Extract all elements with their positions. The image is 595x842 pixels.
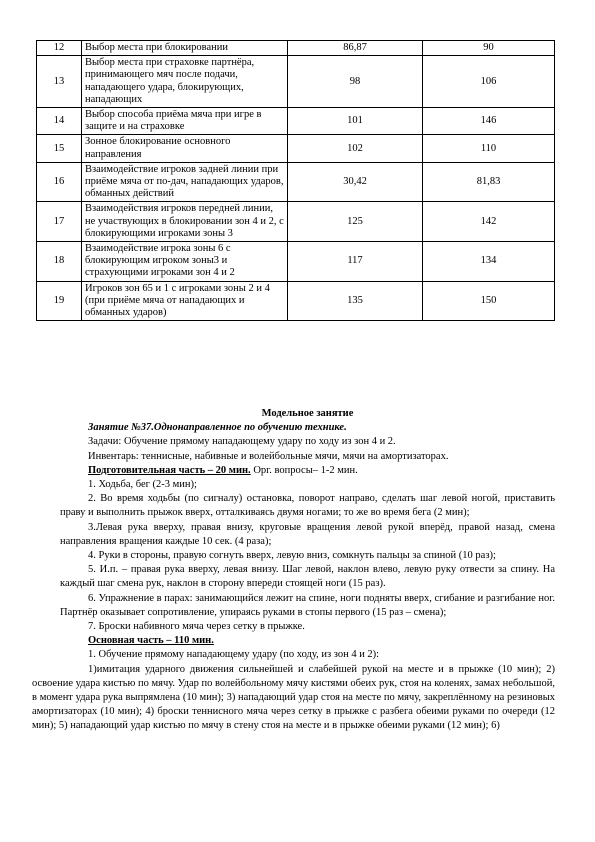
table-row — [37, 281, 555, 321]
prep-item-6: 6. Упражнение в парах: занимающийся лежит на спине, ноги подняты вверх, сгибание и разгибание ног. Партнёр оказывает сопротивление, упираясь руками в стопы первого (15 раз – смена); — [60, 592, 555, 618]
row-value-1: 86,87 — [288, 41, 423, 56]
prep-item-5: 5. И.п. – правая рука вверху, левая внизу. Шаг левой, наклон влево, левую руку отвести за спину. На каждый шаг смена рук, наклон в сторону впереди стоящей ноги (15 раз). — [60, 564, 555, 590]
row-value-1: 135 — [288, 281, 423, 321]
table-body — [37, 41, 555, 321]
table-row — [37, 162, 555, 202]
row-value-1: 101 — [288, 108, 423, 135]
row-number: 19 — [37, 281, 82, 321]
prep-part — [60, 464, 555, 478]
main-part-title: Основная часть – 110 мин. — [88, 635, 214, 647]
row-value-1: 117 — [288, 242, 423, 282]
table-row — [37, 41, 555, 56]
lesson-task: Задачи: Обучение прямому нападающему удару по ходу из зон 4 и 2. — [88, 436, 396, 448]
row-number: 13 — [37, 56, 82, 108]
techniques-table — [36, 40, 555, 321]
row-name: Выбор места при страховке партнёра, принимающего мяч после подачи, нападающего удара, блокирующих, нападающих — [82, 56, 288, 108]
table-row — [37, 56, 555, 108]
prep-item-4: 4. Руки в стороны, правую согнуть вверх, левую вниз, сомкнуть пальцы за спиной (10 раз); — [88, 550, 496, 562]
row-name: Взаимодействия игроков передней линии, не участвующих в блокировании зон 4 и 2, с блокирующими игроками зоны 3 — [82, 202, 288, 242]
prep-item-1: 1. Ходьба, бег (2-3 мин); — [88, 479, 197, 491]
row-number: 18 — [37, 242, 82, 282]
row-value-2: 90 — [423, 41, 555, 56]
row-value-2: 150 — [423, 281, 555, 321]
row-value-2: 110 — [423, 135, 555, 162]
prep-item-7: 7. Броски набивного мяча через сетку в прыжке. — [88, 621, 305, 633]
row-number: 16 — [37, 162, 82, 202]
main-part — [60, 634, 555, 648]
row-value-1: 30,42 — [288, 162, 423, 202]
table-row — [37, 135, 555, 162]
row-value-1: 125 — [288, 202, 423, 242]
table-row — [37, 202, 555, 242]
row-name: Зонное блокирование основного направления — [82, 135, 288, 162]
row-number: 17 — [37, 202, 82, 242]
prep-part-rest: Орг. вопросы– 1-2 мин. — [250, 464, 358, 476]
lesson-inventory: Инвентарь: теннисные, набивные и волейбольные мячи, мячи на амортизаторах. — [88, 450, 449, 462]
row-value-2: 81,83 — [423, 162, 555, 202]
table-row — [37, 242, 555, 282]
row-number: 12 — [37, 41, 82, 56]
row-value-1: 98 — [288, 56, 423, 108]
row-value-2: 142 — [423, 202, 555, 242]
main-item-1: 1. Обучение прямому нападающему удару (по ходу, из зон 4 и 2): — [88, 649, 380, 661]
row-number: 14 — [37, 108, 82, 135]
prep-item-2: 2. Во время ходьбы (по сигналу) остановка, поворот направо, сделать шаг левой ногой, приставить праву и выполнить прыжок вверх, отталкиваясь двумя ногами; то же во время бега (2 мин); — [60, 493, 555, 519]
row-number: 15 — [37, 135, 82, 162]
row-value-2: 106 — [423, 56, 555, 108]
lesson-text — [32, 407, 556, 734]
prep-item-3: 3.Левая рука вверху, правая внизу, круговые вращения левой рукой вперёд, правой назад, смена направления вращения каждые 10 сек. (4 раза); — [60, 521, 555, 547]
row-name: Взаимодействие игроков задней линии при приёме мяча от по-дач, нападающих ударов, обманных действий — [82, 162, 288, 202]
row-value-1: 102 — [288, 135, 423, 162]
table-row — [37, 108, 555, 135]
row-value-2: 146 — [423, 108, 555, 135]
lesson-title: Занятие №37.Однонаправленное по обучению технике. — [88, 422, 347, 434]
row-name: Игроков зон 65 и 1 с игроками зоны 2 и 4 (при приёме мяча от нападающих и обманных ударов) — [82, 281, 288, 321]
main-item-1-details: 1)имитация ударного движения сильнейшей и слабейшей рукой на месте и в прыжке (10 мин); 2) освоение удара кистью по мячу. Удар по волейбольному мячу кистями обеих рук, стоя на коленях, замах небольшой, в момент удара рука выпрямлена (10 мин); 3) нападающий удар стоя на месте по мячу, закреплённому на резиновых амортизаторах (10 мин); 4) броски теннисного мяча через сетку в прыжке с разбега обеими руками по очереди (12 мин); 5) нападающий удар кистью по мячу в стену стоя на месте и в прыжке обеими руками (12 мин); 6) — [32, 663, 556, 732]
row-name: Выбор способа приёма мяча при игре в защите и на страховке — [82, 108, 288, 135]
row-name: Взаимодействие игрока зоны 6 с блокирующим игроком зоны3 и страхующими игроками зон 4 и 2 — [82, 242, 288, 282]
row-name: Выбор места при блокировании — [82, 41, 288, 56]
row-value-2: 134 — [423, 242, 555, 282]
prep-part-title: Подготовительная часть – 20 мин. — [88, 464, 251, 476]
section-heading: Модельное занятие — [261, 408, 354, 419]
